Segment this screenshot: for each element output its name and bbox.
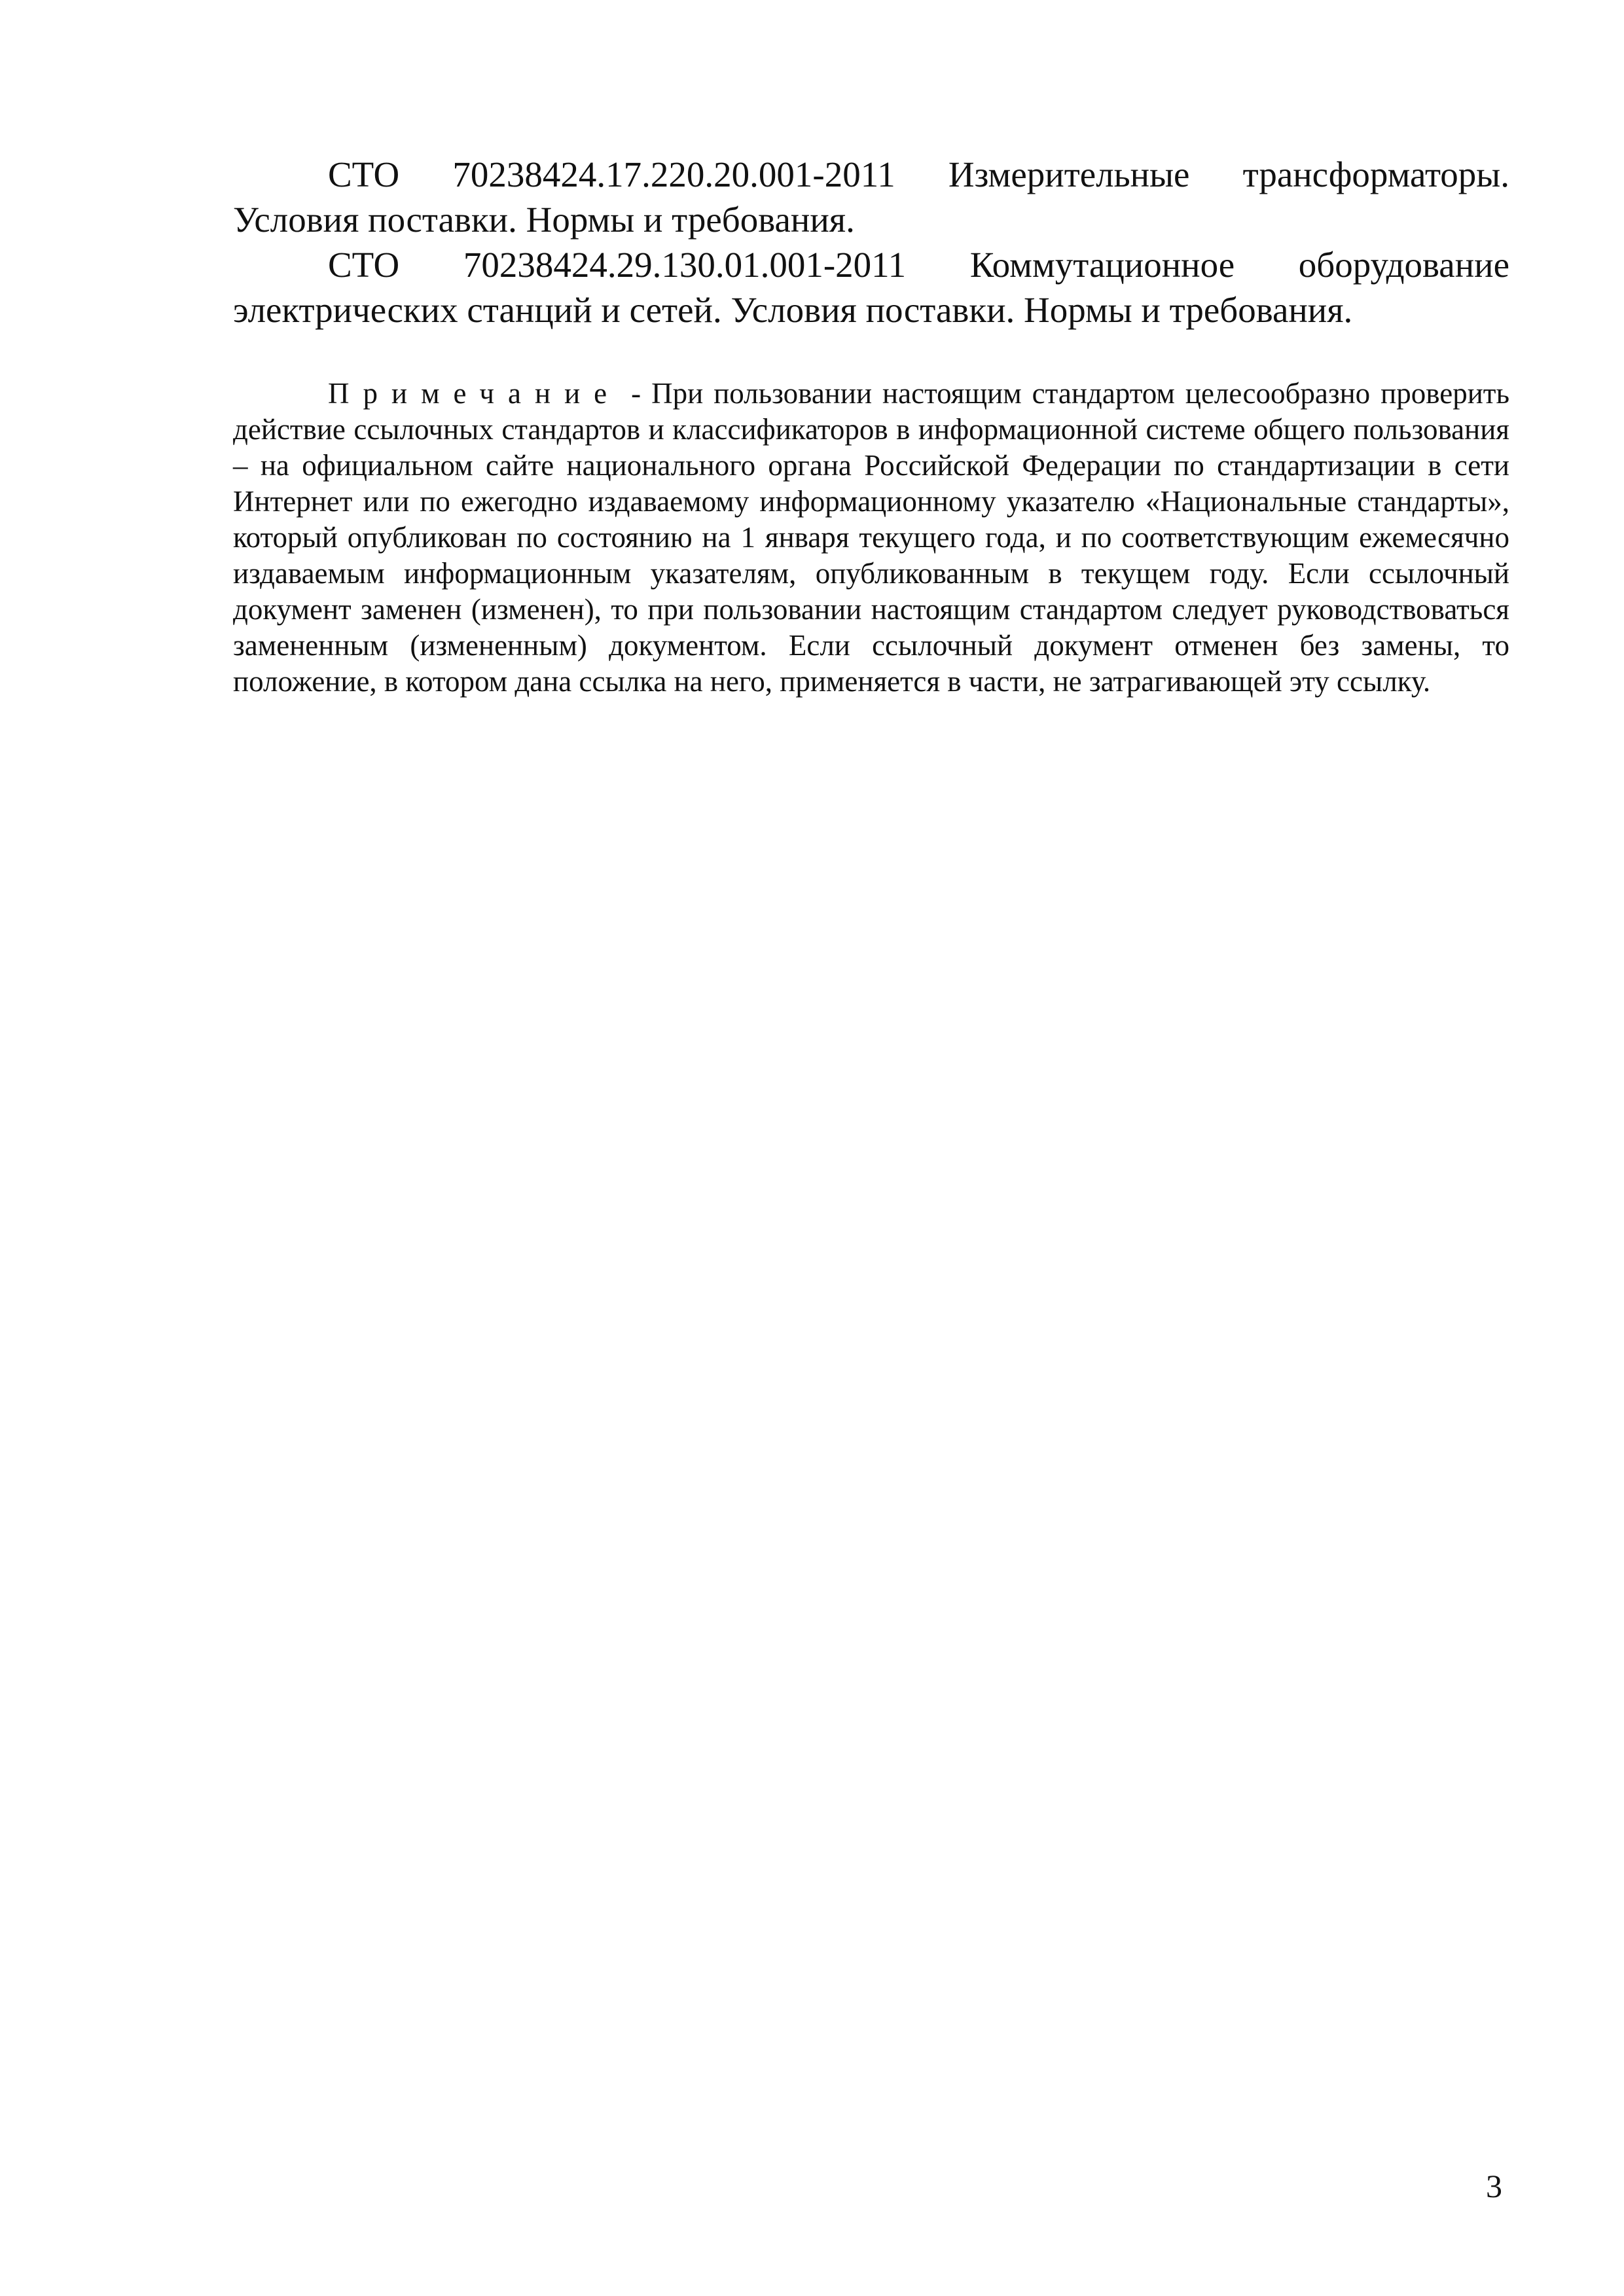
reference-item: СТО 70238424.29.130.01.001-2011 Коммутационное оборудование электрических станций и сетей. Условия поставки. Нормы и требования. (233, 245, 1509, 330)
note-separator: - (621, 377, 652, 410)
page-number: 3 (1486, 2168, 1502, 2204)
note-label: Примечание (328, 377, 621, 410)
page-content (233, 152, 1509, 700)
note-text: При пользовании настоящим стандартом целесообразно проверить действие ссылочных стандартов и классификаторов в информационной системе общего пользования – на официальном сайте национального органа Российской Федерации по стандартизации в сети Интернет или по ежегодно издаваемому информационному указателю «Национальные стандарты», который опубликован по состоянию на 1 января текущего года, и по соответствующим ежемесячно издаваемым информационным указателям, опубликованным в текущем году. Если ссылочный документ заменен (изменен), то при пользовании настоящим стандартом следует руководствоваться замененным (измененным) документом. Если ссылочный документ отменен без замены, то положение, в котором дана ссылка на него, применяется в части, не затрагивающей эту ссылку. (233, 377, 1509, 698)
note-paragraph (233, 376, 1509, 700)
reference-item: СТО 70238424.17.220.20.001-2011 Измерительные трансформаторы. Условия поставки. Нормы и требования. (233, 154, 1509, 240)
